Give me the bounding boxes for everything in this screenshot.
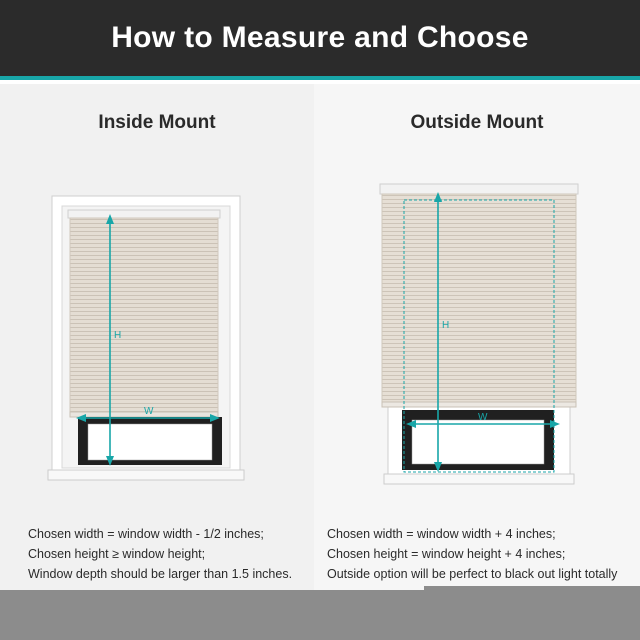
- inside-mount-notes: [28, 524, 292, 584]
- inside-note-depth: Window depth should be larger than 1.5 inches.: [28, 567, 293, 581]
- inside-note-height: Chosen height ≥ window height;: [28, 547, 206, 561]
- window-sill: [384, 474, 574, 484]
- inside-mount-panel: [0, 84, 314, 590]
- inside-mount-illustration: [0, 84, 314, 504]
- headrail: [68, 210, 220, 218]
- height-label: H: [442, 320, 450, 331]
- headrail: [380, 184, 578, 194]
- height-label: H: [114, 330, 122, 341]
- outside-mount-notes: [327, 524, 617, 584]
- window-sill: [48, 470, 244, 480]
- page-title: How to Measure and Choose: [111, 21, 529, 54]
- outside-mount-illustration: [314, 84, 640, 504]
- outside-mount-title: Outside Mount: [410, 112, 544, 133]
- header-banner: [0, 0, 640, 80]
- cellular-shade: [382, 194, 576, 404]
- outside-mount-panel: [314, 84, 640, 590]
- inside-note-width: Chosen width = window width - 1/2 inches;: [28, 527, 264, 541]
- cellular-shade: [70, 218, 218, 414]
- footer-strip: [0, 590, 640, 640]
- inside-mount-title: Inside Mount: [98, 112, 216, 133]
- outside-note-blackout: Outside option will be perfect to black out light totally: [327, 567, 618, 581]
- bottom-rail: [382, 402, 576, 407]
- width-label: W: [144, 406, 154, 417]
- outside-note-height: Chosen height = window height + 4 inches;: [327, 547, 566, 561]
- outside-note-width: Chosen width = window width + 4 inches;: [327, 527, 556, 541]
- width-label: W: [478, 412, 488, 423]
